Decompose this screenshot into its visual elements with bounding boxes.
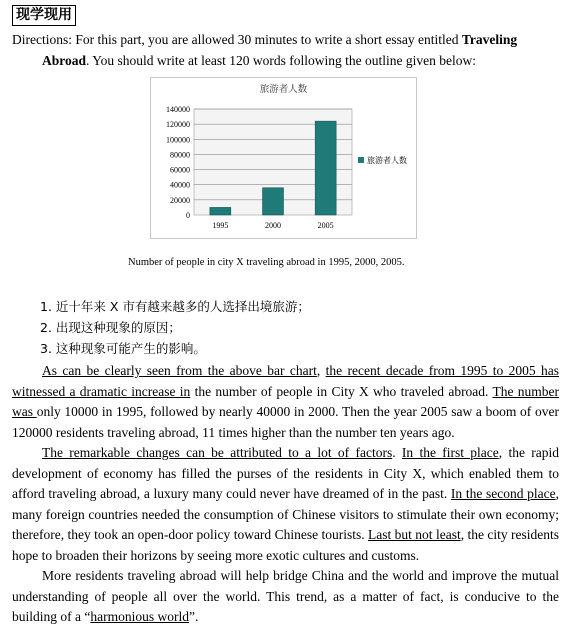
- y-tick-label: 20000: [170, 195, 190, 205]
- outline-item-3: 3. 这种现象可能产生的影响。: [40, 341, 206, 356]
- essay-title-part2: Abroad: [42, 52, 87, 68]
- essay-p2-text-3: , many foreign countries needed the consumption of Chinese visitors to stimulate their own economy; therefore, they took an open-door policy toward Chinese tourists.: [12, 486, 560, 542]
- chart-canvas: [151, 78, 416, 238]
- essay-p2-text-2: , the rapid development of economy has filled the purses of the residents in City X, which enabled them to afford traveling abroad, a luxury many could never have dreamed of in the past.: [12, 445, 560, 501]
- legend-swatch: [358, 157, 364, 163]
- directions: [12, 30, 557, 71]
- sample-essay: [12, 361, 559, 628]
- section-label: 现学现用: [12, 5, 76, 26]
- essay-p1-phrase-3: The number was: [12, 383, 559, 419]
- y-tick-label: 80000: [170, 150, 190, 160]
- essay-p2-text-1: .: [392, 445, 402, 460]
- essay-paragraph-2: [12, 443, 559, 566]
- bar: [210, 207, 231, 215]
- legend-label: 旅游者人数: [367, 156, 407, 165]
- outline-item-2: 2. 出现这种现象的原因；: [40, 320, 181, 335]
- essay-p2-text-4: , the city residents hope to broaden their horizons by seeing more exotic cultures and customs.: [12, 527, 559, 563]
- bar: [263, 188, 284, 215]
- y-tick-label: 0: [186, 211, 190, 220]
- essay-title-part1: Traveling: [461, 32, 518, 47]
- essay-p2-phrase-4: Last but not least: [368, 527, 461, 542]
- y-tick-label: 60000: [170, 165, 190, 175]
- x-tick-label: 2005: [317, 221, 334, 230]
- essay-p3-phrase-1: harmonious world: [90, 609, 189, 624]
- essay-p3-text-2: ”.: [188, 609, 199, 624]
- x-tick-label: 1995: [212, 221, 229, 230]
- outline-list: [40, 296, 310, 359]
- directions-suffix: . You should write at least 120 words following the outline given below:: [86, 52, 476, 68]
- y-tick-label: 120000: [166, 120, 190, 130]
- chart-title: 旅游者人数: [259, 84, 308, 95]
- essay-p3-text-1: More residents traveling abroad will help bridge China and the world and improve the mutual understanding of people all over the world. This trend, as a matter of fact, is conducive to the building of a “: [12, 568, 559, 624]
- essay-p1-text-3: only 10000 in 1995, followed by nearly 40000 in 2000. Then the year 2005 saw a boom of over 120000 residents traveling abroad, 11 times higher than the number ten years ago.: [12, 404, 559, 440]
- x-tick-label: 2000: [265, 221, 281, 230]
- essay-p2-phrase-2: In the first place: [401, 445, 499, 460]
- essay-p1-phrase-2: the recent decade from 1995 to 2005 has witnessed a dramatic increase in: [12, 363, 559, 399]
- directions-prefix: Directions: For this part, you are allowed 30 minutes to write a short essay entitled: [12, 32, 462, 47]
- essay-p1-text-1: ,: [316, 363, 326, 378]
- essay-p2-phrase-1: The remarkable changes can be attributed to a lot of factors: [42, 445, 393, 460]
- essay-p1-phrase-1: As can be clearly seen from the above bar chart: [42, 363, 317, 378]
- essay-paragraph-3: [12, 566, 559, 628]
- essay-p1-text-2: the number of people in City X who traveled abroad.: [190, 383, 493, 399]
- bar-chart: [150, 77, 417, 239]
- y-tick-label: 100000: [166, 135, 190, 145]
- chart-caption: Number of people in city X traveling abroad in 1995, 2000, 2005.: [128, 257, 405, 268]
- essay-p2-phrase-3: In the second place: [450, 486, 556, 501]
- outline-item-1: 1. 近十年来 X 市有越来越多的人选择出境旅游；: [40, 299, 310, 314]
- y-tick-label: 40000: [170, 180, 190, 190]
- bar: [315, 121, 336, 215]
- y-tick-label: 140000: [166, 105, 190, 114]
- essay-paragraph-1: [12, 361, 559, 443]
